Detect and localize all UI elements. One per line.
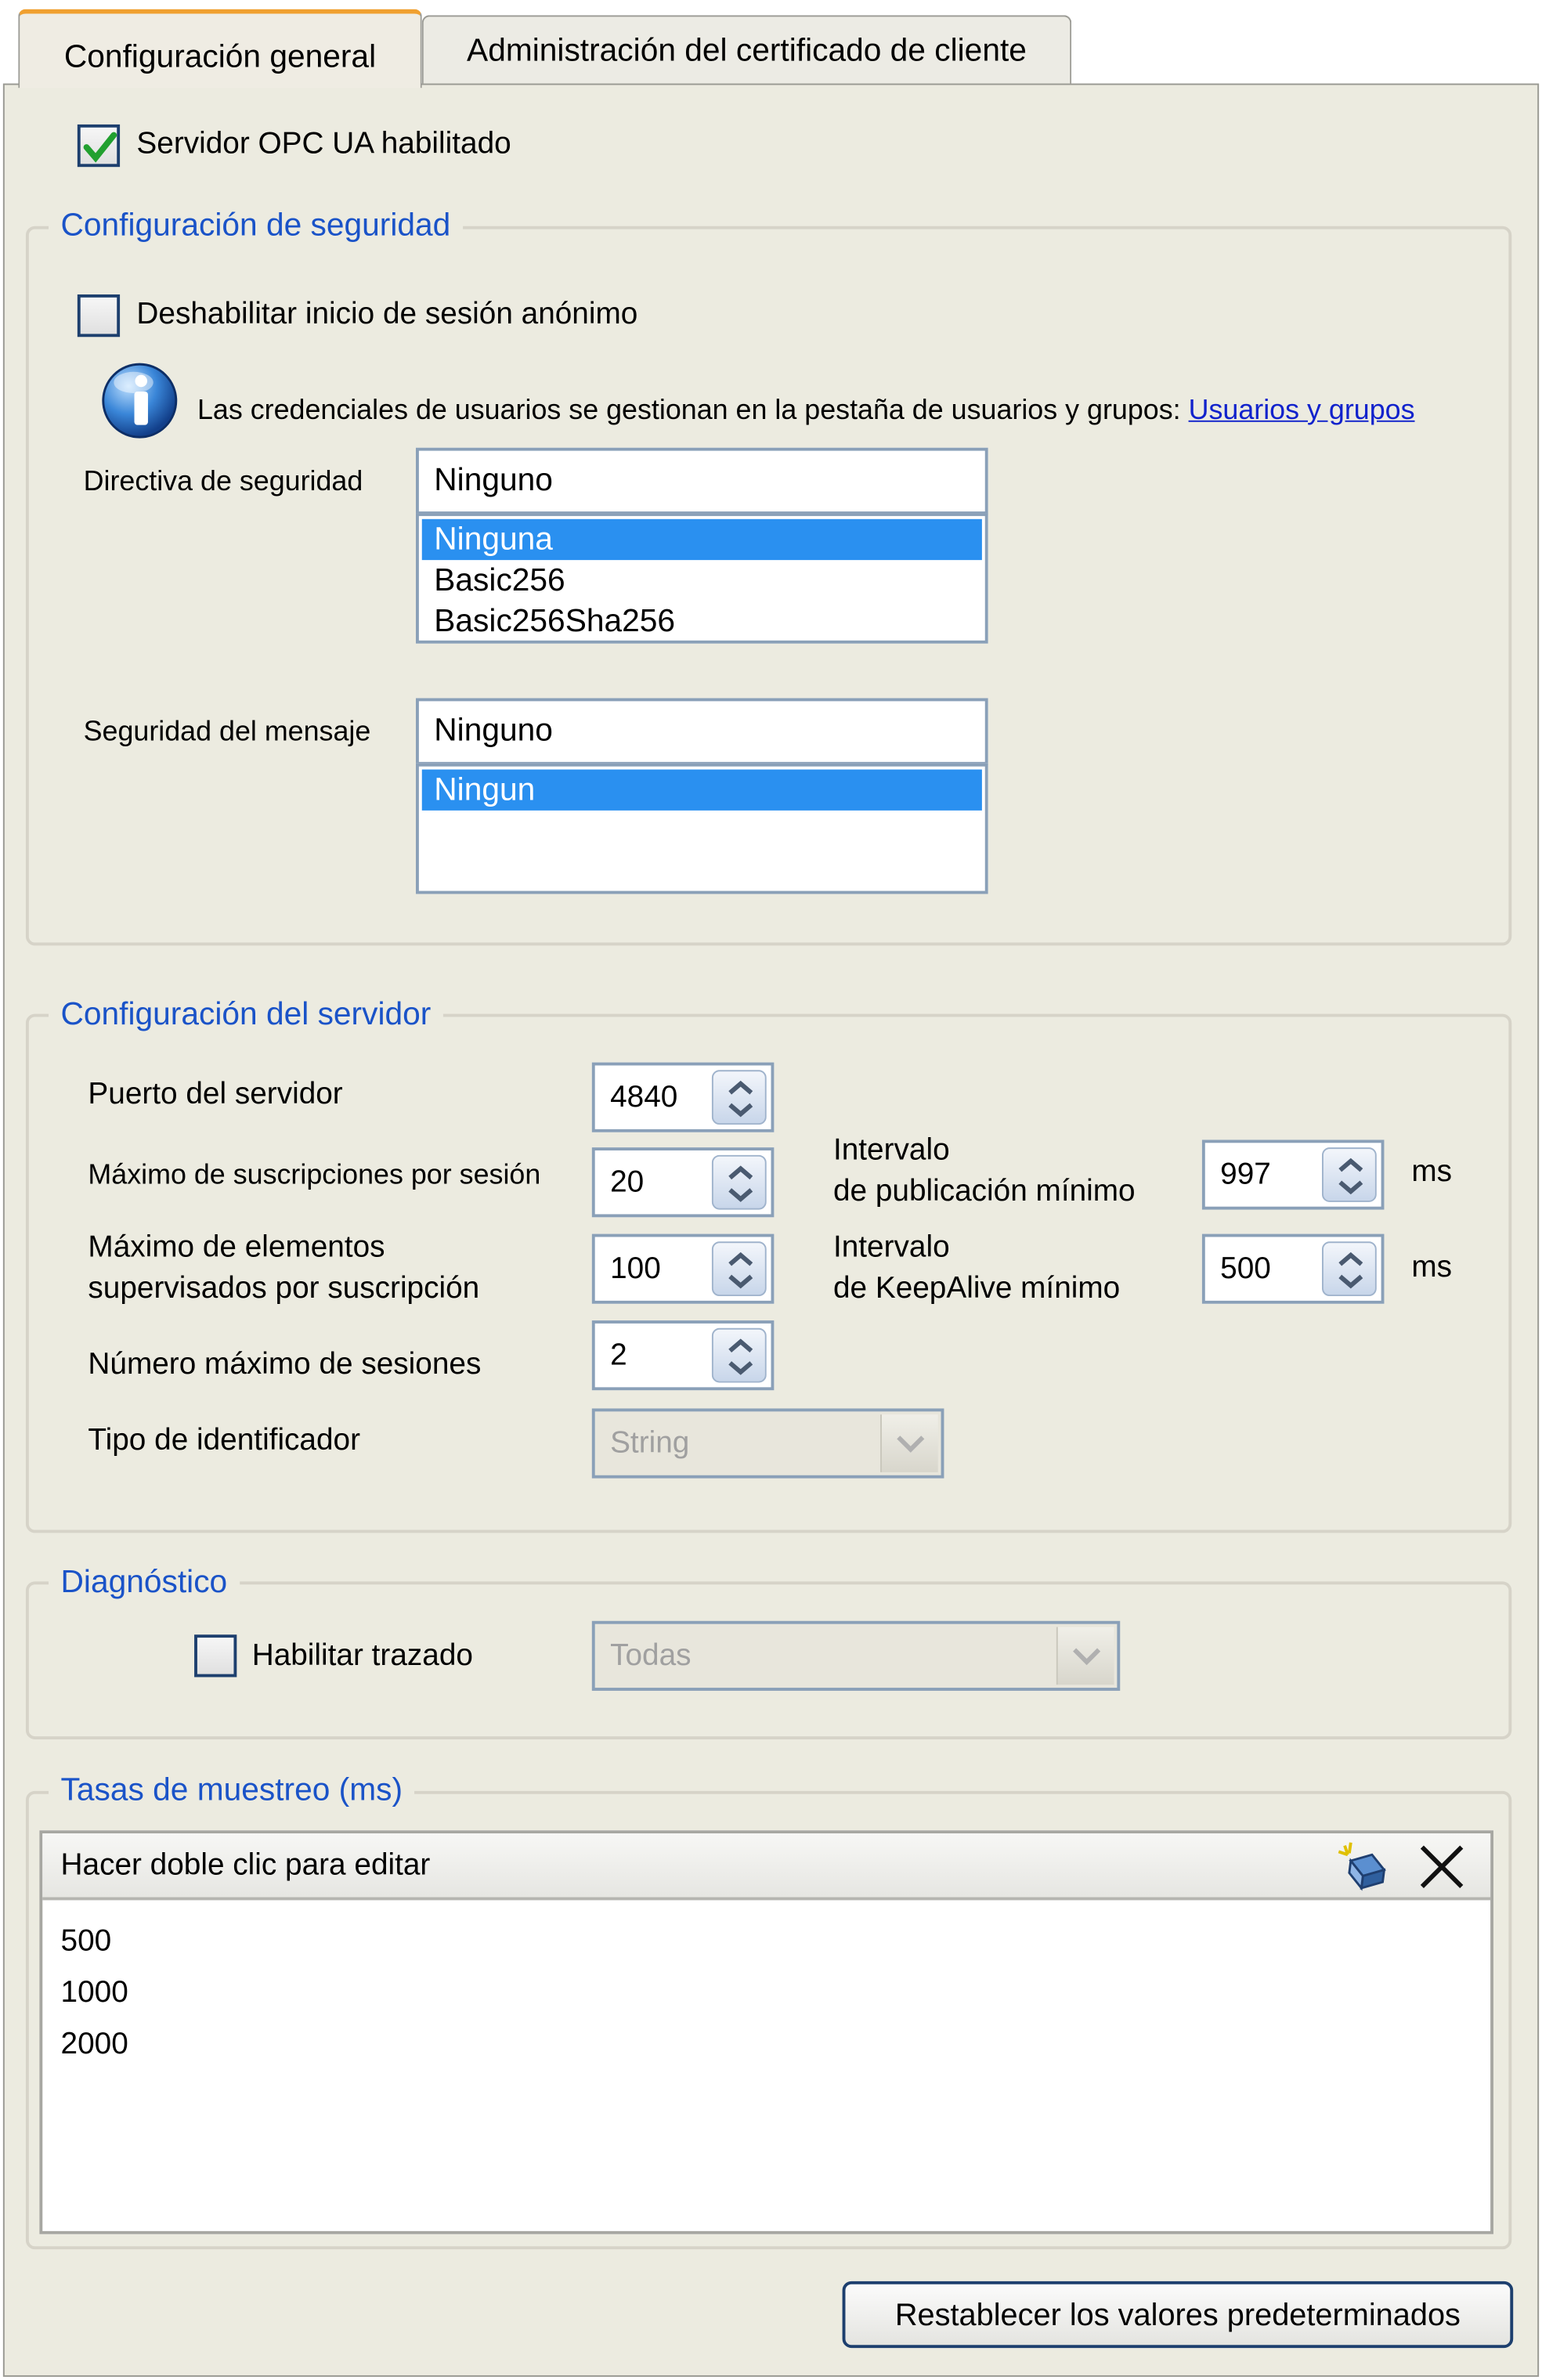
max-subscriptions-label: Máximo de suscripciones por sesión xyxy=(88,1157,541,1190)
security-policy-list[interactable] xyxy=(416,513,988,644)
max-subscriptions-spinner[interactable] xyxy=(592,1147,775,1217)
keepalive-interval-value: 500 xyxy=(1220,1251,1271,1286)
checkmark-icon xyxy=(82,129,119,166)
message-security-label: Seguridad del mensaje xyxy=(83,714,371,747)
id-type-value: String xyxy=(610,1426,690,1461)
users-groups-link[interactable]: Usuarios y grupos xyxy=(1188,392,1415,425)
table-row[interactable]: 500 xyxy=(60,1924,112,1959)
publish-interval-unit: ms xyxy=(1411,1154,1453,1189)
credentials-info-text: Las credenciales de usuarios se gestionan en la pestaña de usuarios y grupos: xyxy=(197,392,1181,425)
security-policy-label: Directiva de seguridad xyxy=(83,464,363,497)
keepalive-interval-label-1: Intervalo xyxy=(832,1230,950,1265)
spin-arrows-icon[interactable] xyxy=(712,1328,767,1383)
diagnostics-group-title: Diagnóstico xyxy=(49,1563,240,1602)
table-row[interactable]: 1000 xyxy=(60,1976,128,2010)
id-type-label: Tipo de identificador xyxy=(88,1423,361,1457)
chevron-down-icon[interactable] xyxy=(1056,1627,1114,1685)
opc-server-label: Servidor OPC UA habilitado xyxy=(136,127,511,161)
spin-arrows-icon[interactable] xyxy=(712,1241,767,1296)
max-sessions-spinner[interactable] xyxy=(592,1320,775,1390)
max-monitored-value: 100 xyxy=(610,1251,661,1286)
add-row-icon[interactable] xyxy=(1335,1840,1390,1894)
security-policy-option[interactable]: Basic256Sha256 xyxy=(434,604,676,639)
spin-arrows-icon[interactable] xyxy=(712,1070,767,1125)
security-policy-option[interactable]: Basic256 xyxy=(434,562,565,598)
keepalive-interval-unit: ms xyxy=(1411,1250,1453,1284)
publish-interval-spinner[interactable] xyxy=(1202,1139,1385,1209)
opc-server-checkbox[interactable] xyxy=(78,125,120,167)
message-security-option[interactable]: Ningun xyxy=(422,770,982,811)
id-type-dropdown[interactable] xyxy=(592,1408,944,1478)
max-monitored-label-2: supervisados por suscripción xyxy=(88,1272,480,1306)
tab-label: Administración del certificado de cliente xyxy=(467,33,1027,69)
max-sessions-value: 2 xyxy=(610,1338,627,1372)
keepalive-interval-spinner[interactable] xyxy=(1202,1234,1385,1304)
enable-tracing-checkbox[interactable] xyxy=(194,1634,237,1677)
sampling-table-header xyxy=(42,1833,1490,1900)
tab-general-config[interactable] xyxy=(18,9,422,88)
server-group-title: Configuración del servidor xyxy=(49,995,443,1035)
max-monitored-spinner[interactable] xyxy=(592,1234,775,1304)
spin-arrows-icon[interactable] xyxy=(1322,1241,1377,1296)
security-group-title: Configuración de seguridad xyxy=(49,207,463,246)
sampling-table xyxy=(39,1830,1493,2234)
max-subscriptions-value: 20 xyxy=(610,1165,645,1200)
enable-tracing-label: Habilitar trazado xyxy=(251,1639,473,1673)
tab-label: Configuración general xyxy=(63,39,377,74)
server-port-spinner[interactable] xyxy=(592,1063,775,1132)
server-port-label: Puerto del servidor xyxy=(88,1077,343,1111)
reset-defaults-button[interactable]: Restablecer los valores predeterminados xyxy=(843,2281,1514,2348)
disable-anonymous-checkbox[interactable] xyxy=(78,294,120,337)
delete-row-icon[interactable] xyxy=(1414,1840,1469,1894)
keepalive-interval-label-2: de KeepAlive mínimo xyxy=(832,1272,1121,1306)
tab-client-certificate[interactable] xyxy=(422,15,1071,85)
publish-interval-label-2: de publicación mínimo xyxy=(832,1175,1136,1208)
info-icon xyxy=(100,361,179,440)
security-policy-value[interactable]: Ninguno xyxy=(416,448,988,515)
message-security-value[interactable]: Ninguno xyxy=(416,698,988,764)
max-monitored-label-1: Máximo de elementos xyxy=(88,1230,385,1265)
spin-arrows-icon[interactable] xyxy=(1322,1147,1377,1202)
max-sessions-label: Número máximo de sesiones xyxy=(88,1347,482,1381)
trace-level-value: Todas xyxy=(610,1639,692,1673)
sampling-group-title: Tasas de muestreo (ms) xyxy=(49,1771,415,1811)
credentials-info xyxy=(197,388,1415,429)
server-port-value: 4840 xyxy=(610,1080,678,1114)
table-header-label: Hacer doble clic para editar xyxy=(60,1848,431,1883)
table-row[interactable]: 2000 xyxy=(60,2028,128,2061)
publish-interval-value: 997 xyxy=(1220,1157,1271,1192)
trace-level-dropdown[interactable] xyxy=(592,1621,1120,1691)
disable-anonymous-label: Deshabilitar inicio de sesión anónimo xyxy=(136,297,638,331)
publish-interval-label-1: Intervalo xyxy=(832,1133,950,1168)
security-policy-option[interactable]: Ninguna xyxy=(422,519,982,560)
message-security-list[interactable] xyxy=(416,764,988,894)
spin-arrows-icon[interactable] xyxy=(712,1155,767,1210)
chevron-down-icon[interactable] xyxy=(880,1414,938,1472)
